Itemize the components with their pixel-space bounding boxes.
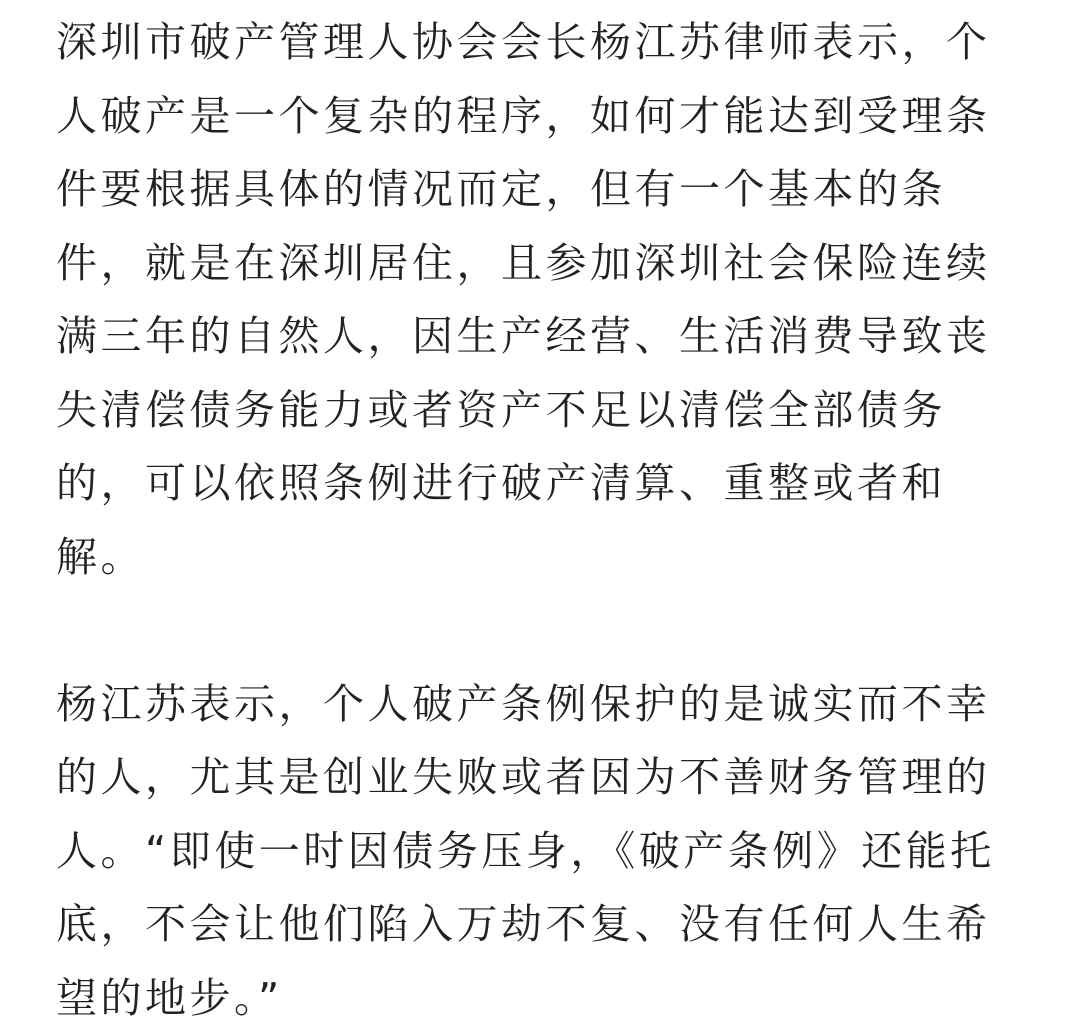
- paragraph-line: 人。“即使一时因债务压身，《破产条例》还能托: [56, 826, 995, 875]
- paragraph-line: 的，可以依照条例进行破产清算、重整或者和: [56, 459, 946, 507]
- paragraph-line: 满三年的自然人，因生产经营、生活消费导致丧: [56, 312, 991, 360]
- paragraph-1: [56, 6, 1028, 594]
- paragraph-line: 失清偿债务能力或者资产不足以清偿全部债务: [56, 385, 946, 434]
- paragraph-line: 的人，尤其是创业失败或者因为不善财务管理的: [56, 753, 991, 801]
- paragraph-line: 解。: [56, 532, 145, 581]
- paragraph-spacer: [56, 594, 1028, 668]
- paragraph-line: 人破产是一个复杂的程序，如何才能达到受理条: [56, 91, 991, 140]
- paragraph-line: 望的地步。”: [56, 973, 283, 1022]
- paragraph-line: 件，就是在深圳居住，且参加深圳社会保险连续: [56, 238, 991, 287]
- paragraph-line: 件要根据具体的情况而定，但有一个基本的条: [56, 165, 946, 213]
- paragraph-line: 深圳市破产管理人协会会长杨江苏律师表示，个: [56, 18, 991, 66]
- paragraph-line: 底，不会让他们陷入万劫不复、没有任何人生希: [56, 900, 991, 948]
- paragraph-2: [56, 668, 1028, 1035]
- paragraph-line: 杨江苏表示，个人破产条例保护的是诚实而不幸: [56, 679, 991, 728]
- article-body: [56, 6, 1028, 1035]
